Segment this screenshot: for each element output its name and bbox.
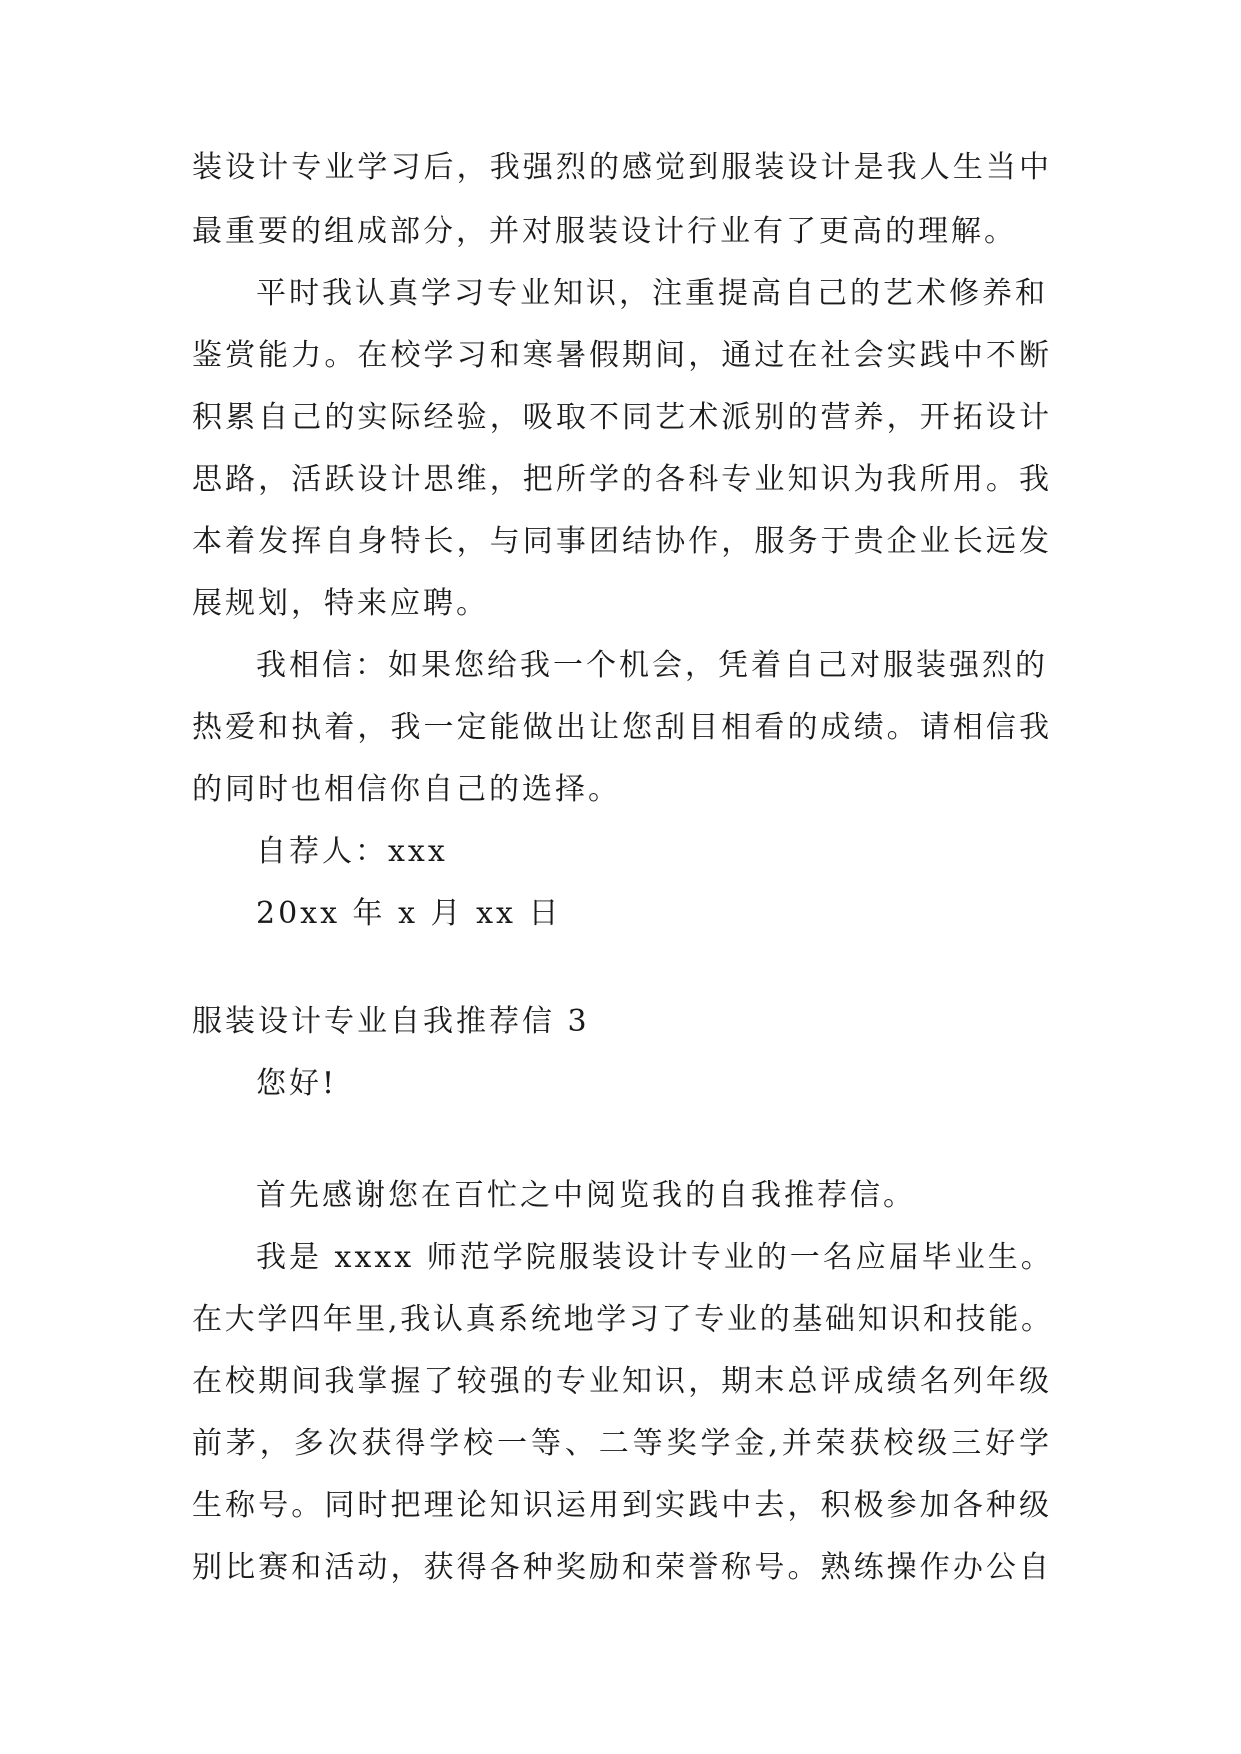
letter-title: 服装设计专业自我推荐信 3 — [192, 1004, 590, 1039]
body-text-line: 鉴赏能力。在校学习和寒暑假期间，通过在社会实践中不断 — [192, 338, 1052, 373]
date: 20xx 年 x 月 xx 日 — [256, 896, 562, 931]
body-text-line: 别比赛和活动，获得各种奖励和荣誉称号。熟练操作办公自 — [192, 1550, 1052, 1585]
body-text-line: 装设计专业学习后，我强烈的感觉到服装设计是我人生当中 — [192, 150, 1052, 185]
body-text-line: 本着发挥自身特长，与同事团结协作，服务于贵企业长远发 — [192, 524, 1052, 559]
body-text-line: 最重要的组成部分，并对服装设计行业有了更高的理解。 — [192, 214, 1017, 249]
body-text-line: 热爱和执着，我一定能做出让您刮目相看的成绩。请相信我 — [192, 710, 1052, 745]
body-text-line: 在校期间我掌握了较强的专业知识，期末总评成绩名列年级 — [192, 1364, 1052, 1399]
body-text-line: 前茅，多次获得学校一等、二等奖学金,并荣获校级三好学 — [192, 1426, 1052, 1461]
signature: 自荐人：xxx — [256, 834, 448, 869]
paragraph-first-line: 平时我认真学习专业知识，注重提高自己的艺术修养和 — [256, 276, 1048, 311]
body-text-line: 展规划，特来应聘。 — [192, 586, 489, 621]
body-text-line: 生称号。同时把理论知识运用到实践中去，积极参加各种级 — [192, 1488, 1052, 1523]
body-text-line: 思路，活跃设计思维，把所学的各科专业知识为我所用。我 — [192, 462, 1052, 497]
paragraph-first-line: 我是 xxxx 师范学院服装设计专业的一名应届毕业生。 — [256, 1240, 1054, 1275]
body-text-line: 在大学四年里,我认真系统地学习了专业的基础知识和技能。 — [192, 1302, 1052, 1337]
body-text-line: 积累自己的实际经验，吸取不同艺术派别的营养，开拓设计 — [192, 400, 1052, 435]
paragraph-first-line: 我相信：如果您给我一个机会，凭着自己对服装强烈的 — [256, 648, 1048, 683]
body-text-line: 的同时也相信你自己的选择。 — [192, 772, 621, 807]
greeting: 您好! — [256, 1066, 338, 1101]
paragraph-first-line: 首先感谢您在百忙之中阅览我的自我推荐信。 — [256, 1178, 916, 1213]
